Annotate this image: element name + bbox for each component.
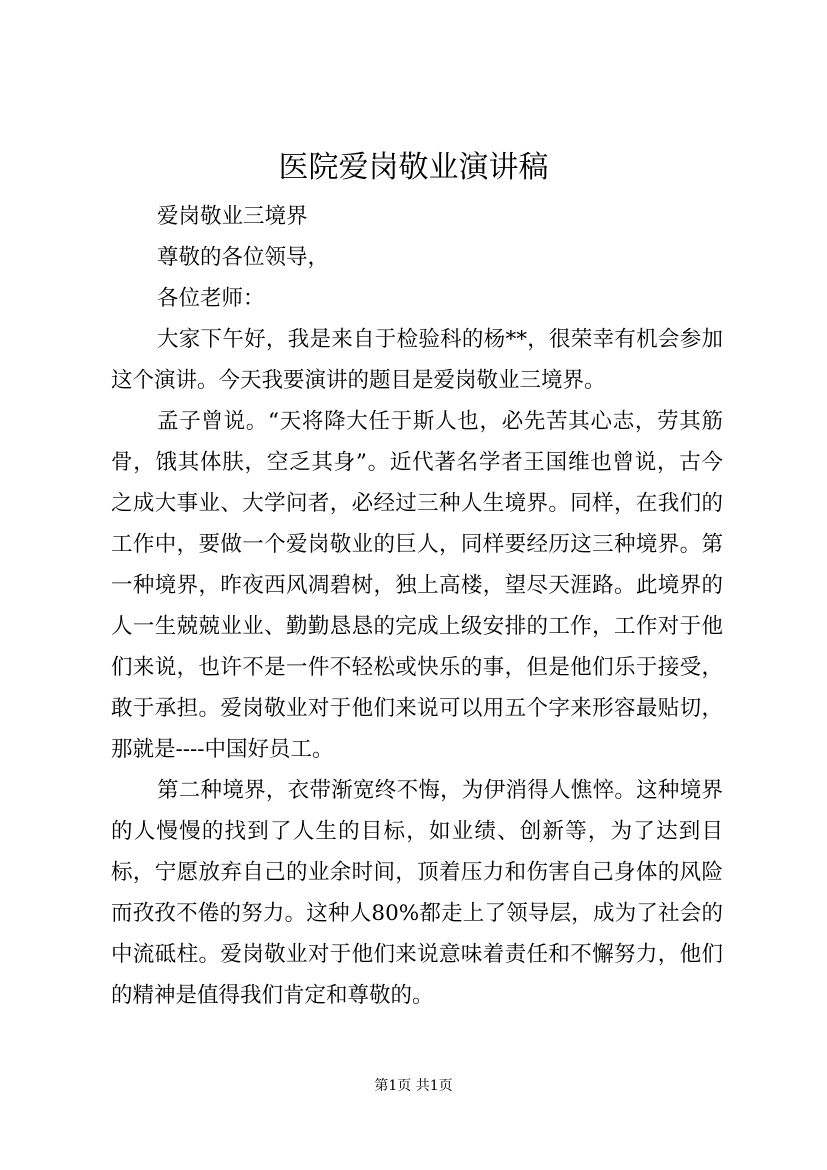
document-title: 医院爱岗敬业演讲稿 xyxy=(278,150,549,185)
paragraph-first-realm: 孟子曾说。“天将降大任于斯人也，必先苦其心志，劳其筋骨，饿其体肤，空乏其身”。近代著名学者王国维也曾说，古今之成大事业、大学问者，必经过三种人生境界。同样，在我们的工作中，要做一个爱岗敬业的巨人，同样要经历这三种境界。第一种境界，昨夜西风凋碧树，独上高楼，望尽天涯路。此境界的人一生兢兢业业、勤勤恳恳的完成上级安排的工作，工作对于他们来说，也许不是一件不轻松或快乐的事，但是他们乐于接受，敢于承担。爱岗敬业对于他们来说可以用五个字来形容最贴切，那就是----中国好员工。 xyxy=(111,409,723,762)
paragraph-subtitle: 爱岗敬业三境界 xyxy=(157,204,308,229)
document-body xyxy=(111,196,723,1016)
paragraph-second-realm: 第二种境界，衣带渐宽终不悔，为伊消得人憔悴。这种境界的人慢慢的找到了人生的目标，如业绩、创新等，为了达到目标，宁愿放弃自己的业余时间，顶着压力和伤害自己身体的风险而孜孜不倦的努力。这种人80%都走上了领导层，成为了社会的中流砥柱。爱岗敬业对于他们来说意味着责任和不懈努力，他们的精神是值得我们肯定和尊敬的。 xyxy=(111,778,723,1008)
paragraph-greeting: 大家下午好，我是来自于检验科的杨**，很荣幸有机会参加这个演讲。今天我要演讲的题目是爱岗敬业三境界。 xyxy=(111,327,723,393)
paragraph-salutation-leaders: 尊敬的各位领导， xyxy=(157,245,330,270)
page-footer: 第1页 共1页 xyxy=(374,1078,453,1094)
paragraph-salutation-teachers: 各位老师： xyxy=(157,286,265,311)
